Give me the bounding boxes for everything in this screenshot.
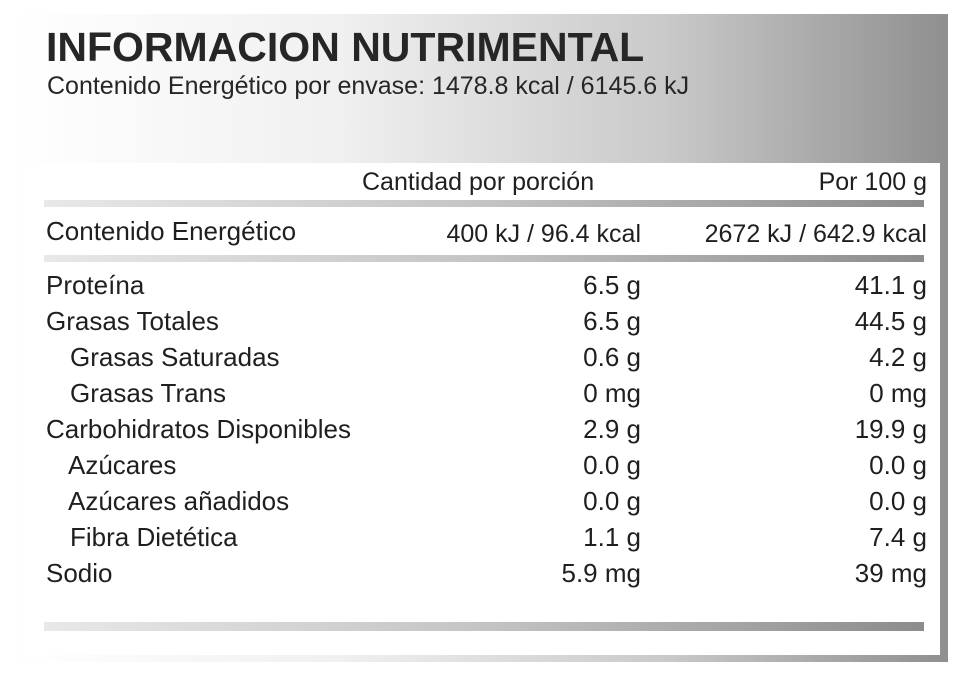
- table-row: [0, 308, 964, 344]
- per-serving-value: 6.5 g: [583, 306, 641, 336]
- table-row: [0, 344, 964, 380]
- nutrient-label: Sodio: [46, 558, 113, 588]
- table-row: [0, 380, 964, 416]
- nutrient-label: Grasas Totales: [46, 306, 219, 336]
- energy-divider: [44, 255, 924, 262]
- table-row: [0, 416, 964, 452]
- header-per-100g: Por 100 g: [818, 168, 927, 196]
- per-serving-value: 6.5 g: [583, 270, 641, 300]
- table-row: [0, 524, 964, 560]
- per-100g-value: 0 mg: [869, 378, 927, 408]
- per-100g-value: 7.4 g: [869, 522, 927, 552]
- nutrient-label: Grasas Trans: [70, 378, 227, 408]
- per-serving-value: 2.9 g: [583, 414, 641, 444]
- nutrient-label: Azúcares: [68, 450, 177, 480]
- table-row: [0, 272, 964, 308]
- nutrient-label: Fibra Dietética: [70, 522, 238, 552]
- header-per-serving: Cantidad por porción: [362, 168, 595, 196]
- table-row: [0, 452, 964, 488]
- header-divider: [44, 200, 924, 207]
- per-100g-value: 19.9 g: [854, 414, 927, 444]
- per-serving-value: 0.0 g: [583, 486, 641, 516]
- table-row: [0, 488, 964, 524]
- nutrient-label: Azúcares añadidos: [68, 486, 290, 516]
- energy-per-100g: 2672 kJ / 642.9 kcal: [704, 220, 927, 248]
- table-row: [0, 560, 964, 596]
- nutrient-label: Proteína: [46, 270, 145, 300]
- footer-divider: [44, 622, 924, 631]
- label-title: INFORMACION NUTRIMENTAL: [46, 24, 645, 70]
- energy-label: Contenido Energético: [46, 216, 297, 246]
- per-100g-value: 4.2 g: [869, 342, 927, 372]
- energy-per-package-subtitle: Contenido Energético por envase: 1478.8 kcal / 6145.6 kJ: [47, 72, 690, 100]
- nutrient-label: Carbohidratos Disponibles: [46, 414, 351, 444]
- per-100g-value: 41.1 g: [854, 270, 927, 300]
- nutrient-label: Grasas Saturadas: [70, 342, 280, 372]
- per-100g-value: 39 mg: [854, 558, 927, 588]
- energy-row: [0, 216, 964, 252]
- per-serving-value: 0.6 g: [583, 342, 641, 372]
- per-serving-value: 5.9 mg: [561, 558, 641, 588]
- per-100g-value: 44.5 g: [854, 306, 927, 336]
- per-100g-value: 0.0 g: [869, 450, 927, 480]
- per-serving-value: 0.0 g: [583, 450, 641, 480]
- energy-per-serving: 400 kJ / 96.4 kcal: [446, 220, 641, 248]
- per-100g-value: 0.0 g: [869, 486, 927, 516]
- per-serving-value: 0 mg: [583, 378, 641, 408]
- per-serving-value: 1.1 g: [583, 522, 641, 552]
